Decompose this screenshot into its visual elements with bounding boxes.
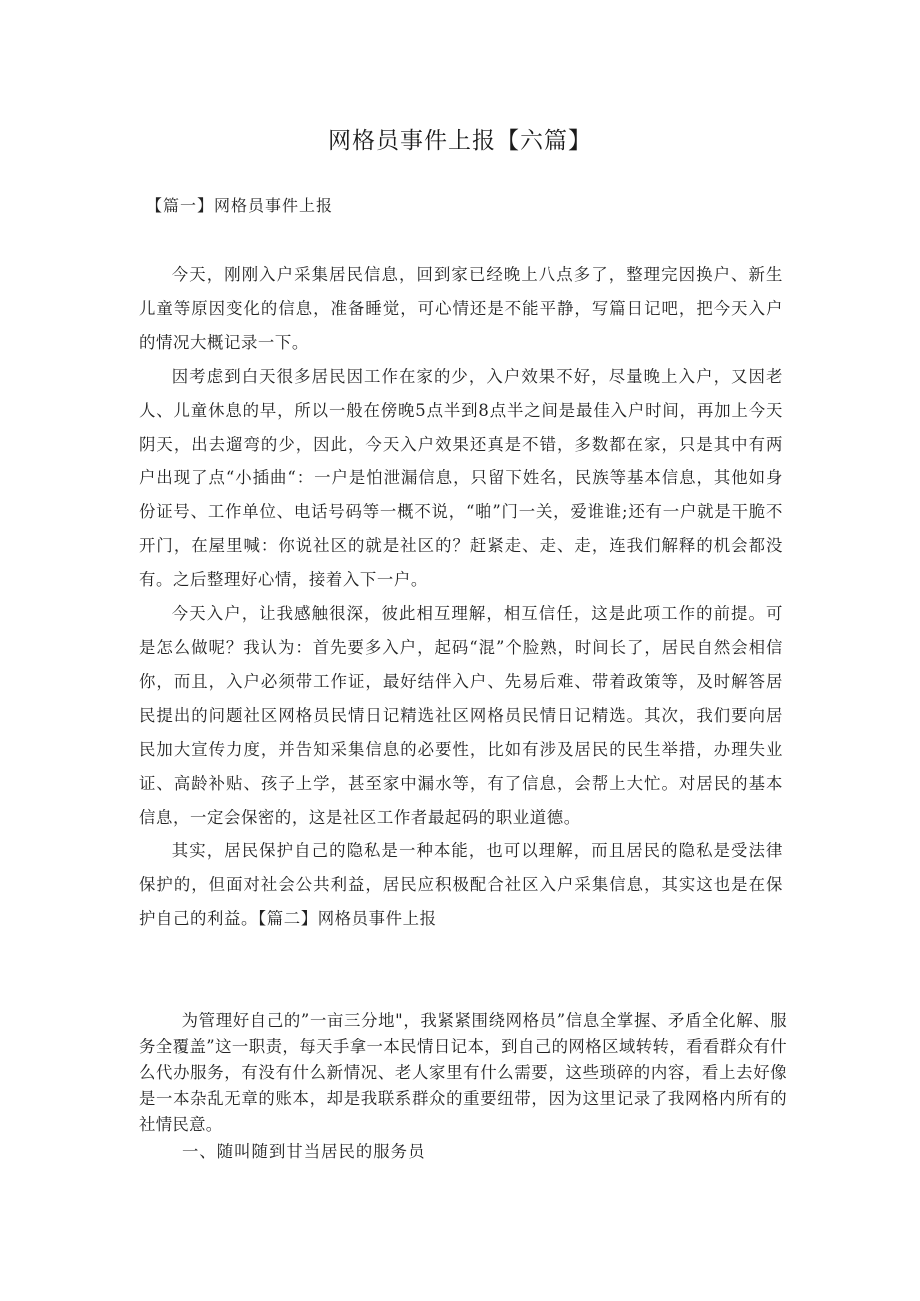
paragraph: 为管理好自己的”一亩三分地"，我紧紧围绕网格员”信息全掌握、矛盾全化解、服务全覆盖”这一职责，每天手拿一本民情日记本，到自己的网格区域转转，看看群众有什么代办服务，有没有什么新情况、老人家里有什么需要，这些琐碎的内容，看上去好像是一本杂乱无章的账本，却是我联系群众的重要纽带，因为这里记录了我网格内所有的社情民意。 xyxy=(139,1011,787,1134)
paragraph: 其实，居民保护自己的隐私是一种本能，也可以理解，而且居民的隐私是受法律保护的，但面对社会公共利益，居民应积极配合社区入户采集信息，其实这也是在保护自己的利益。【篇二】网格员事件上报 xyxy=(139,841,783,929)
paragraph: 因考虑到白天很多居民因工作在家的少，入户效果不好，尽量晚上入户，又因老人、儿童休息的早，所以一般在傍晚5点半到8点半之间是最佳入户时间，再加上今天阴天，出去遛弯的少，因此，今天入户效果还真是不错，多数都在家，只是其中有两户出现了点“小插曲“：一户是怕泄漏信息，只留下姓名，民族等基本信息，其他如身份证号、工作单位、电话号码等一概不说，“啪”门一关，爱谁谁;还有一户就是干脆不开门，在屋里喊：你说社区的就是社区的？赶紧走、走、走，连我们解释的机会都没有。之后整理好心情，接着入下一户。 xyxy=(139,366,783,590)
section-two-body xyxy=(139,1008,787,1138)
section-one-heading: 【篇一】网格员事件上报 xyxy=(146,196,334,215)
document-title: 网格员事件上报【六篇】 xyxy=(328,128,592,154)
paragraph: 今天，刚刚入户采集居民信息，回到家已经晚上八点多了，整理完因换户、新生儿童等原因变化的信息，准备睡觉，可心情还是不能平静，写篇日记吧，把今天入户的情况大概记录一下。 xyxy=(139,265,783,352)
paragraph: 今天入户，让我感触很深，彼此相互理解，相互信任，这是此项工作的前提。可是怎么做呢？我认为：首先要多入户，起码“混”个脸熟，时间长了，居民自然会相信你，而且，入户必须带工作证，最好结伴入户、先易后难、带着政策等，及时解答居民提出的问题社区网格员民情日记精选社区网格员民情日记精选。其次，我们要向居民加大宣传力度，并告知采集信息的必要性，比如有涉及居民的民生举措，办理失业证、高龄补贴、孩子上学，甚至家中漏水等，有了信息，会帮上大忙。对居民的基本信息，一定会保密的，这是社区工作者最起码的职业道德。 xyxy=(139,604,783,827)
sub-heading: 一、随叫随到甘当居民的服务员 xyxy=(182,1142,426,1161)
section-one-body xyxy=(139,258,783,936)
